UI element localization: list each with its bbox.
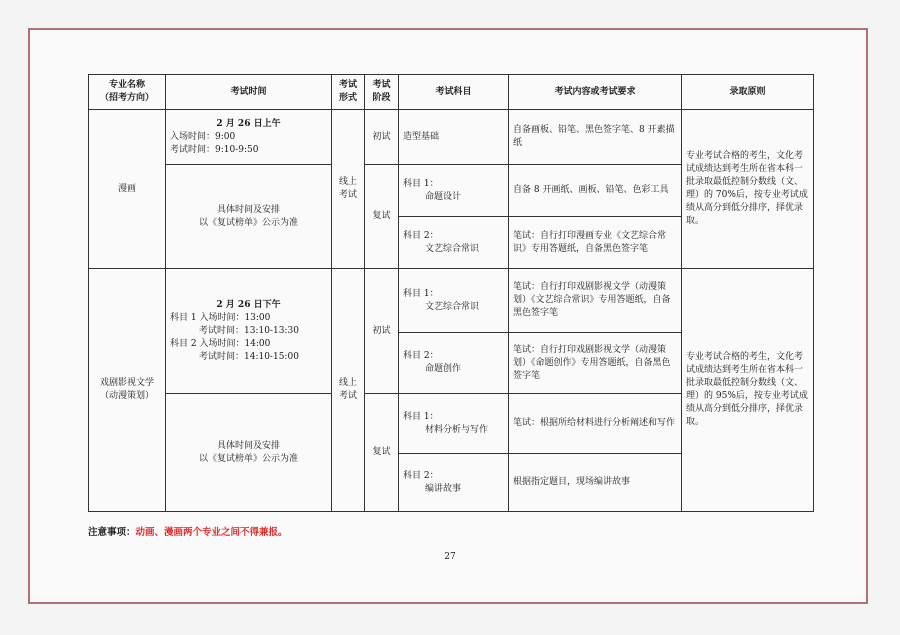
header-stage: 考试 阶段 (365, 75, 399, 110)
major-xiju: 戏剧影视文学 （动漫策划） (89, 269, 166, 512)
header-content: 考试内容或考试要求 (509, 75, 682, 110)
manhua-stage-retest: 复试 (365, 165, 399, 269)
notes-label: 注意事项： (88, 527, 136, 538)
header-subject: 考试科目 (399, 75, 509, 110)
header-time: 考试时间 (166, 75, 332, 110)
major-manhua: 漫画 (89, 110, 166, 269)
exam-schedule-table (88, 74, 814, 512)
xiju-retest-content-1: 笔试：根据所给材料进行分析阐述和写作 (509, 394, 682, 454)
table-header-row (89, 75, 814, 110)
manhua-retest-subject-1: 科目 1： 命题设计 (399, 165, 509, 217)
manhua-retest-content-1: 自备 8 开画纸、画板、铅笔、色彩工具 (509, 165, 682, 217)
notes-text: 动画、漫画两个专业之间不得兼报。 (135, 527, 288, 538)
xiju-retest-content-2: 根据指定题目，现场编讲故事 (509, 454, 682, 512)
manhua-stage-initial: 初试 (365, 110, 399, 165)
table-row (89, 110, 814, 165)
xiju-initial-content-1: 笔试：自行打印戏剧影视文学（动漫策划）《文艺综合常识》专用答题纸，自备黑色签字笔 (509, 269, 682, 333)
xiju-initial-content-2: 笔试：自行打印戏剧影视文学（动漫策划）《命题创作》专用答题纸，自备黑色签字笔 (509, 333, 682, 394)
xiju-initial-subject-1: 科目 1： 文艺综合常识 (399, 269, 509, 333)
manhua-exam-form: 线上 考试 (332, 110, 365, 269)
manhua-initial-subject: 造型基础 (399, 110, 509, 165)
manhua-time-retest: 具体时间及安排 以《复试榜单》公示为准 (166, 165, 332, 269)
page-number: 27 (444, 552, 456, 562)
manhua-retest-content-2: 笔试：自行打印漫画专业《文艺综合常识》专用答题纸，自备黑色签字笔 (509, 217, 682, 269)
manhua-principle: 专业考试合格的考生，文化考试成绩达到考生所在省本科一批录取最低控制分数线（文、理）的 70%后，按专业考试成绩从高分到低分排序，择优录取。 (682, 110, 814, 269)
xiju-initial-subject-2: 科目 2： 命题创作 (399, 333, 509, 394)
table-row (89, 269, 814, 333)
header-principle: 录取原则 (682, 75, 814, 110)
xiju-retest-subject-2: 科目 2： 编讲故事 (399, 454, 509, 512)
notes (88, 524, 288, 538)
manhua-time-initial: 2 月 26 日上午 入场时间：9:00 考试时间：9:10-9:50 (166, 110, 332, 165)
header-major: 专业名称 （招考方向） (89, 75, 166, 110)
xiju-stage-retest: 复试 (365, 394, 399, 512)
xiju-stage-initial: 初试 (365, 269, 399, 394)
header-form: 考试 形式 (332, 75, 365, 110)
xiju-exam-form: 线上 考试 (332, 269, 365, 512)
xiju-principle: 专业考试合格的考生，文化考试成绩达到考生所在省本科一批录取最低控制分数线（文、理）的 95%后，按专业考试成绩从高分到低分排序，择优录取。 (682, 269, 814, 512)
manhua-retest-subject-2: 科目 2： 文艺综合常识 (399, 217, 509, 269)
manhua-initial-content: 自备画板、铅笔、黑色签字笔、8 开素描纸 (509, 110, 682, 165)
xiju-time-initial: 2 月 26 日下午 科目 1 入场时间：13:00 考试时间：13:10-13:30 科目 2 入场时间：14:00 考试时间：14:10-15:00 (166, 269, 332, 394)
xiju-time-retest: 具体时间及安排 以《复试榜单》公示为准 (166, 394, 332, 512)
xiju-retest-subject-1: 科目 1： 材料分析与写作 (399, 394, 509, 454)
